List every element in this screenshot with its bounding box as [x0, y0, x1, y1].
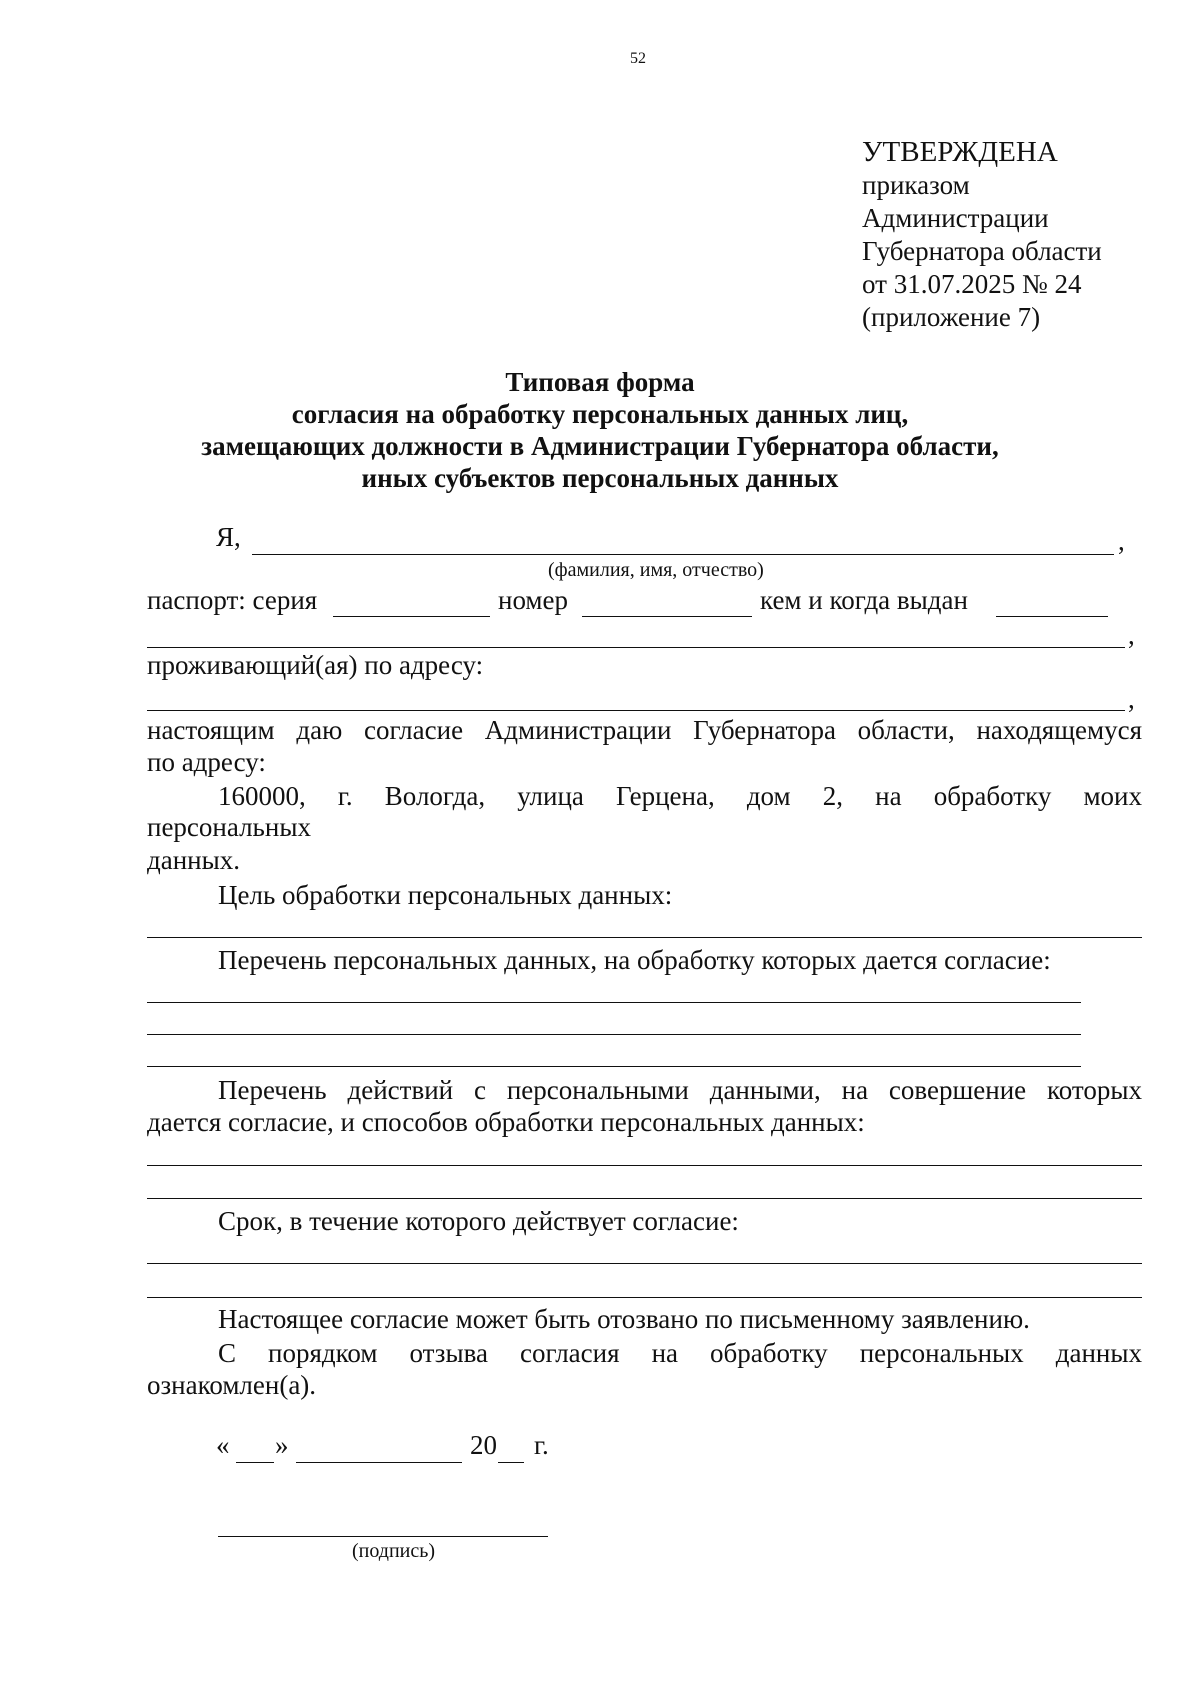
- address-line-3: данных.: [147, 845, 241, 875]
- title-line-2: согласия на обработку персональных данных лиц,: [291, 399, 909, 429]
- approval-by-order: приказом: [862, 170, 970, 200]
- signature-input-line[interactable]: [218, 1536, 548, 1537]
- date-open-quote: «: [216, 1430, 230, 1460]
- purpose-label: Цель обработки персональных данных:: [218, 880, 673, 910]
- actions-line-1: Перечень действий с персональными данными, на совершение которых: [218, 1075, 1142, 1105]
- actions-line-2: дается согласие, и способов обработки персональных данных:: [147, 1107, 865, 1137]
- form-title: [0, 366, 1200, 494]
- i-label: Я,: [216, 522, 241, 552]
- term-label: Срок, в течение которого действует согласие:: [218, 1206, 739, 1236]
- passport-comma: ,: [1128, 620, 1135, 650]
- date-month-input-line[interactable]: [296, 1462, 462, 1463]
- approval-administration: Администрации: [862, 203, 1049, 233]
- actions-input-line-2[interactable]: [147, 1198, 1142, 1199]
- title-line-4: иных субъектов персональных данных: [361, 463, 839, 493]
- approval-date-number: от 31.07.2025 № 24: [862, 269, 1082, 299]
- approval-block: [862, 136, 1102, 334]
- address-line-2: персональных: [147, 812, 311, 842]
- approval-governor-region: Губернатора области: [862, 236, 1102, 266]
- list-data-label: Перечень персональных данных, на обработку которых дается согласие:: [218, 945, 1051, 975]
- title-line-3: замещающих должности в Администрации Губернатора области,: [201, 431, 999, 461]
- approval-approved: УТВЕРЖДЕНА: [862, 136, 1058, 168]
- date-year-input-line[interactable]: [498, 1462, 524, 1463]
- fio-caption: (фамилия, имя, отчество): [548, 559, 764, 581]
- date-day-input-line[interactable]: [236, 1462, 274, 1463]
- consent-line-2: по адресу:: [147, 747, 266, 777]
- actions-input-line-1[interactable]: [147, 1165, 1142, 1166]
- revoke-text: Настоящее согласие может быть отозвано по письменному заявлению.: [218, 1304, 1030, 1334]
- page-number: 52: [630, 50, 646, 67]
- date-close-quote: »: [275, 1430, 289, 1460]
- passport-issued-continuation-line[interactable]: [147, 647, 1125, 648]
- date-year-prefix: 20: [470, 1430, 497, 1460]
- residing-comma: ,: [1128, 684, 1135, 714]
- familiar-line-2: ознакомлен(а).: [147, 1370, 317, 1400]
- familiar-line-1: С порядком отзыва согласия на обработку персональных данных: [218, 1338, 1142, 1368]
- passport-series-label: паспорт: серия: [147, 585, 318, 615]
- passport-issued-label: кем и когда выдан: [760, 585, 968, 615]
- residing-address-input-line[interactable]: [147, 710, 1125, 711]
- signature-caption: (подпись): [352, 1540, 436, 1562]
- term-input-line-2[interactable]: [147, 1297, 1142, 1298]
- passport-series-input-line[interactable]: [333, 616, 490, 617]
- approval-appendix: (приложение 7): [862, 302, 1041, 332]
- fio-input-line[interactable]: [252, 554, 1114, 555]
- consent-line-1: настоящим даю согласие Администрации Губернатора области, находящемуся: [147, 715, 1142, 745]
- passport-issued-input-line[interactable]: [996, 616, 1108, 617]
- passport-number-input-line[interactable]: [582, 616, 752, 617]
- list-data-input-line-2[interactable]: [147, 1034, 1081, 1035]
- passport-number-label: номер: [498, 585, 569, 615]
- residing-label: проживающий(ая) по адресу:: [147, 650, 484, 680]
- fio-comma: ,: [1118, 526, 1125, 556]
- term-input-line-1[interactable]: [147, 1263, 1142, 1264]
- date-year-suffix: г.: [534, 1430, 549, 1460]
- title-line-1: Типовая форма: [505, 367, 695, 397]
- address-line-1: 160000, г. Вологда, улица Герцена, дом 2, на обработку моих: [218, 781, 1142, 811]
- purpose-input-line[interactable]: [147, 937, 1142, 938]
- list-data-input-line-3[interactable]: [147, 1066, 1081, 1067]
- list-data-input-line-1[interactable]: [147, 1002, 1081, 1003]
